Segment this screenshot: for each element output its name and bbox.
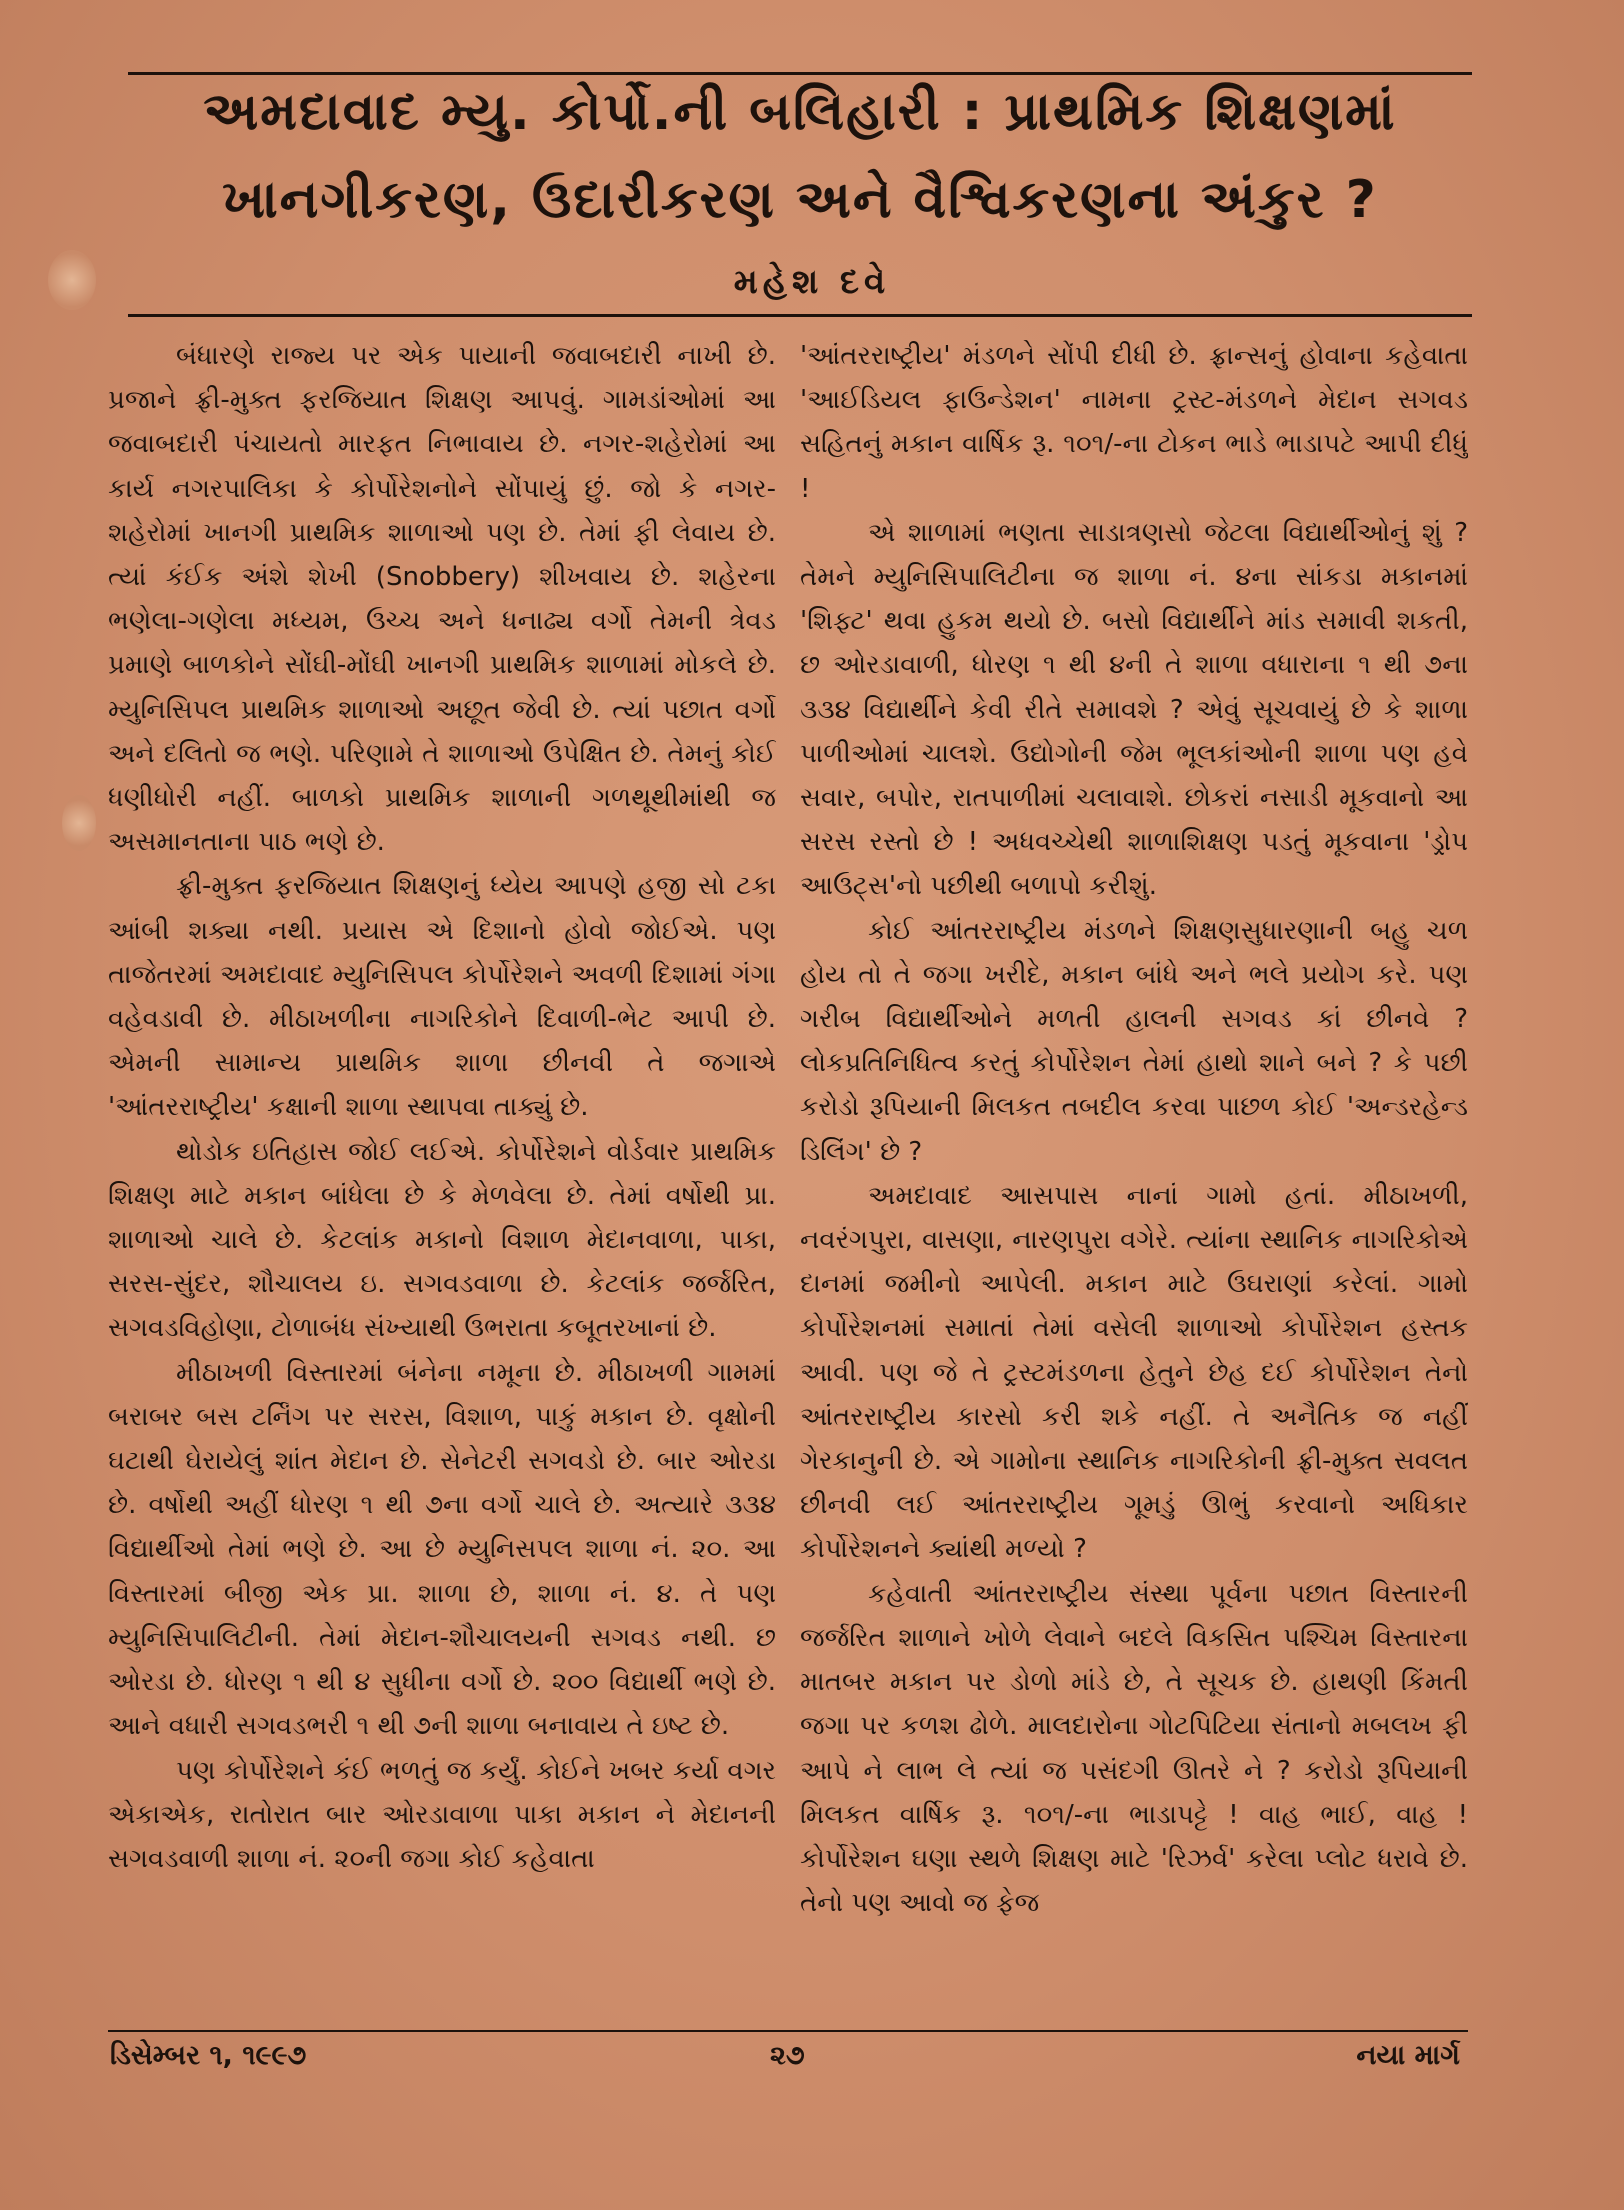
left-paragraph-5: પણ કોર્પોરેશને કંઈ ભળતું જ કર્યું. કોઈને ખબર કર્યા વગર એકાએક, રાતોરાત બાર ઓરડાવાળા પાકા મકાન ને મેદાનની સગવડવાળી શાળા નં. ૨૦ની જગા કોઈ કહેવાતા: [108, 1755, 776, 1874]
footer-date: ડિસેમ્બર ૧, ૧૯૯૭: [110, 2040, 307, 2071]
left-column: [108, 334, 776, 2024]
headline-line-2: ખાનગીકરણ, ઉદારીકરણ અને વૈશ્વિકરણના અંકુર ?: [222, 170, 1378, 230]
right-column: [800, 334, 1468, 2024]
left-paragraph-3: થોડોક ઇતિહાસ જોઈ લઈએ. કોર્પોરેશને વોર્ડવાર પ્રાથમિક શિક્ષણ માટે મકાન બાંધેલા છે કે મેળવેલા છે. તેમાં વર્ષોથી પ્રા. શાળાઓ ચાલે છે. કેટલાંક મકાનો વિશાળ મેદાનવાળા, પાકા, સરસ-સુંદર, શૌચાલય ઇ. સગવડવાળા છે. કેટલાંક જર્જરિત, સગવડવિહોણા, ટોળાબંધ સંખ્યાથી ઉભરાતા કબૂતરખાનાં છે.: [108, 1136, 776, 1344]
left-paragraph-1: બંધારણે રાજ્ય પર એક પાયાની જવાબદારી નાખી છે. પ્રજાને ફ્રી-મુક્ત ફરજિયાત શિક્ષણ આપવું. ગામડાંઓમાં આ જવાબદારી પંચાયતો મારફત નિભાવાય છે. નગર-શહેરોમાં આ કાર્ય નગરપાલિકા કે કોર્પોરેશનોને સોંપાયું છું. જો કે નગર-શહેરોમાં ખાનગી પ્રાથમિક શાળાઓ પણ છે. તેમાં ફી લેવાય છે. ત્યાં કંઈક અંશે શેખી (Snobbery) શીખવાય છે. શહેરના ભણેલા-ગણેલા મધ્યમ, ઉચ્ચ અને ધનાઢ્ય વર્ગો તેમની ત્રેવડ પ્રમાણે બાળકોને સોંઘી-મોંઘી ખાનગી પ્રાથમિક શાળામાં મોકલે છે. મ્યુનિસિપલ પ્રાથમિક શાળાઓ અછૂત જેવી છે. ત્યાં પછાત વર્ગો અને દલિતો જ ભણે. પરિણામે તે શાળાઓ ઉપેક્ષિત છે. તેમનું કોઈ ધણીધોરી નહીં. બાળકો પ્રાથમિક શાળાની ગળથૂથીમાંથી જ અસમાનતાના પાઠ ભણે છે.: [108, 341, 776, 858]
left-paragraph-4: મીઠાખળી વિસ્તારમાં બંનેના નમૂના છે. મીઠાખળી ગામમાં બરાબર બસ ટર્નિંગ પર સરસ, વિશાળ, પાકું મકાન છે. વૃક્ષોની ઘટાથી ઘેરાયેલું શાંત મેદાન છે. સેનેટરી સગવડો છે. બાર ઓરડા છે. વર્ષોથી અહીં ધોરણ ૧ થી ૭ના વર્ગો ચાલે છે. અત્યારે ૩૩૪ વિદ્યાર્થીઓ તેમાં ભણે છે. આ છે મ્યુનિસપલ શાળા નં. ૨૦. આ વિસ્તારમાં બીજી એક પ્રા. શાળા છે, શાળા નં. ૪. તે પણ મ્યુનિસિપાલિટીની. તેમાં મેદાન-શૌચાલયની સગવડ નથી. છ ઓરડા છે. ધોરણ ૧ થી ૪ સુધીના વર્ગો છે. ૨૦૦ વિદ્યાર્થી ભણે છે. આને વધારી સગવડભરી ૧ થી ૭ની શાળા બનાવાય તે ઇષ્ટ છે.: [108, 1357, 776, 1742]
byline-rule: [128, 314, 1472, 317]
right-paragraph-4: અમદાવાદ આસપાસ નાનાં ગામો હતાં. મીઠાખળી, નવરંગપુરા, વાસણા, નારણપુરા વગેરે. ત્યાંના સ્થાનિક નાગરિકોએ દાનમાં જમીનો આપેલી. મકાન માટે ઉઘરાણાં કરેલાં. ગામો કોર્પોરેશનમાં સમાતાં તેમાં વસેલી શાળાઓ કોર્પોરેશન હસ્તક આવી. પણ જે તે ટ્રસ્ટમંડળના હેતુને છેહ દઈ કોર્પોરેશન તેનો આંતરરાષ્ટ્રીય કારસો કરી શકે નહીં. તે અનૈતિક જ નહીં ગેરકાનુની છે. એ ગામોના સ્થાનિક નાગરિકોની ફ્રી-મુક્ત સવલત છીનવી લઈ આંતરરાષ્ટ્રીય ગૂમડું ઊભું કરવાનો અધિકાર કોર્પોરેશનને ક્યાંથી મળ્યો ?: [800, 1180, 1468, 1565]
right-paragraph-2: એ શાળામાં ભણતા સાડાત્રણસો જેટલા વિદ્યાર્થીઓનું શું ? તેમને મ્યુનિસિપાલિટીના જ શાળા નં. ૪ના સાંકડા મકાનમાં 'શિફ્ટ' થવા હુકમ થયો છે. બસો વિદ્યાર્થીને માંડ સમાવી શકતી, છ ઓરડાવાળી, ધોરણ ૧ થી ૪ની તે શાળા વધારાના ૧ થી ૭ના ૩૩૪ વિદ્યાર્થીને કેવી રીતે સમાવશે ? એવું સૂચવાયું છે કે શાળા પાળીઓમાં ચાલશે. ઉદ્યોગોની જેમ ભૂલકાંઓની શાળા પણ હવે સવાર, બપોર, રાતપાળીમાં ચલાવાશે. છોકરાં નસાડી મૂકવાનો આ સરસ રસ્તો છે ! અધવચ્ચેથી શાળાશિક્ષણ પડતું મૂકવાના 'ડ્રોપ આઉટ્સ'નો પછીથી બળાપો કરીશું.: [800, 517, 1468, 902]
paper-punch-hole-middle: [62, 795, 96, 851]
footer-page-number: ૨૭: [770, 2040, 805, 2071]
right-paragraph-5: કહેવાતી આંતરરાષ્ટ્રીય સંસ્થા પૂર્વના પછાત વિસ્તારની જર્જરિત શાળાને ખોળે લેવાને બદલે વિકસિત પશ્ચિમ વિસ્તારના માતબર મકાન પર ડોળો માંડે છે, તે સૂચક છે. હાથણી કિંમતી જગા પર કળશ ઢોળે. માલદારોના ગોટપિટિયા સંતાનો મબલખ ફી આપે ને લાભ લે ત્યાં જ પસંદગી ઊતરે ને ? કરોડો રૂપિયાની મિલકત વાર્ષિક રૂ. ૧૦૧/-ના ભાડાપટ્ટે ! વાહ ભાઈ, વાહ ! કોર્પોરેશન ઘણા સ્થળે શિક્ષણ માટે 'રિઝર્વ' કરેલા પ્લોટ ધરાવે છે. તેનો પણ આવો જ ફેજ: [800, 1578, 1468, 1919]
top-rule: [128, 72, 1472, 75]
right-paragraph-1: 'આંતરરાષ્ટ્રીય' મંડળને સોંપી દીધી છે. ફ્રાન્સનું હોવાના કહેવાતા 'આઈડિયલ ફાઉન્ડેશન' નામના ટ્રસ્ટ-મંડળને મેદાન સગવડ સહિતનું મકાન વાર્ષિક રૂ. ૧૦૧/-ના ટોકન ભાડે ભાડાપટે આપી દીધું !: [800, 341, 1468, 504]
footer-rule: [108, 2030, 1468, 2032]
right-paragraph-3: કોઈ આંતરરાષ્ટ્રીય મંડળને શિક્ષણસુધારણાની બહુ ચળ હોય તો તે જગા ખરીદે, મકાન બાંધે અને ભલે પ્રયોગ કરે. પણ ગરીબ વિદ્યાર્થીઓને મળતી હાલની સગવડ કાં છીનવે ? લોકપ્રતિનિધિત્વ કરતું કોર્પોરેશન તેમાં હાથો શાને બને ? કે પછી કરોડો રૂપિયાની મિલકત તબદીલ કરવા પાછળ કોઈ 'અન્ડરહેન્ડ ડિલિંગ' છે ?: [800, 915, 1468, 1167]
author-byline: મહેશ દવે: [733, 262, 891, 302]
paper-punch-hole-top: [48, 250, 96, 310]
footer-publication: નયા માર્ગ: [1356, 2040, 1460, 2071]
headline-line-1: અમદાવાદ મ્યુ. કોર્પો.ની બલિહારી : પ્રાથમિક શિક્ષણમાં: [203, 82, 1397, 142]
left-paragraph-2: ફ્રી-મુક્ત ફરજિયાત શિક્ષણનું ધ્યેય આપણે હજી સો ટકા આંબી શક્યા નથી. પ્રયાસ એ દિશાનો હોવો જોઈએ. પણ તાજેતરમાં અમદાવાદ મ્યુનિસિપલ કોર્પોરેશને અવળી દિશામાં ગંગા વહેવડાવી છે. મીઠાખળીના નાગરિકોને દિવાળી-ભેટ આપી છે. એમની સામાન્ય પ્રાથમિક શાળા છીનવી તે જગાએ 'આંતરરાષ્ટ્રીય' કક્ષાની શાળા સ્થાપવા તાક્યું છે.: [108, 871, 776, 1123]
